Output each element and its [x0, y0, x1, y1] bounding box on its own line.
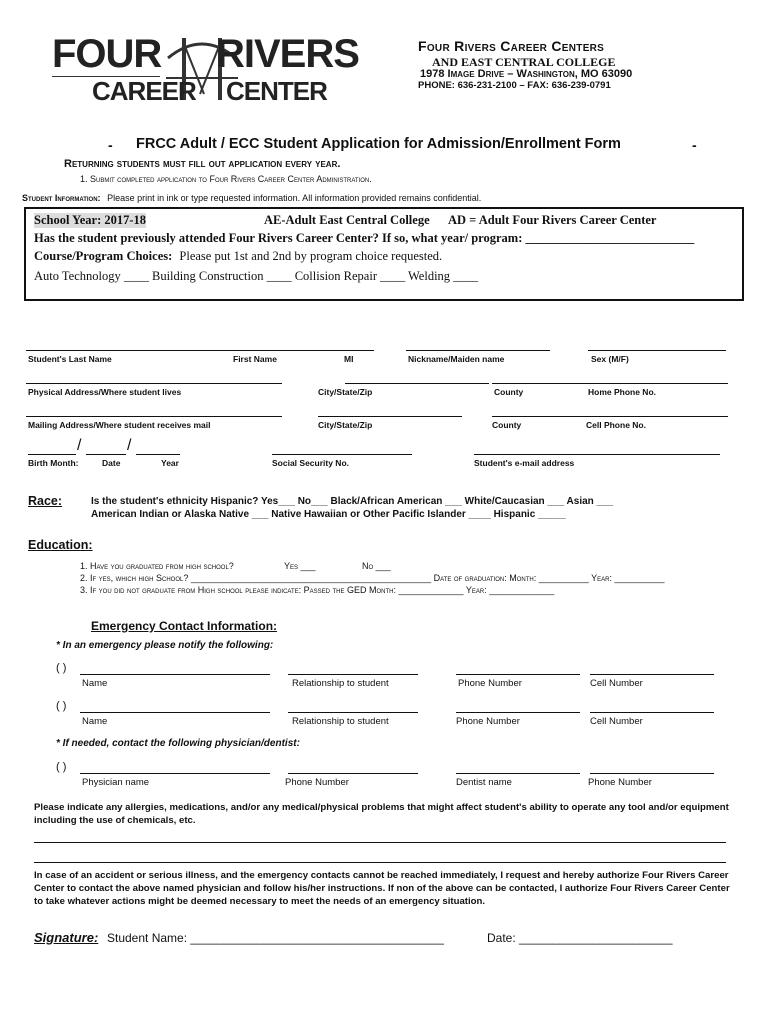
submit-instruction: 1. Submit completed application to Four Rivers Career Center Administration.	[80, 174, 372, 184]
org-partner: AND EAST CENTRAL COLLEGE	[432, 55, 616, 69]
contact2-phone-label: Phone Number	[456, 716, 520, 727]
returning-notice: Returning students must fill out application every year.	[64, 158, 341, 170]
education-q1: 1. Have you graduated from high school?	[80, 561, 234, 571]
contact2-cell-label: Cell Number	[590, 716, 643, 727]
education-q1-no[interactable]: No ___	[362, 561, 391, 571]
physician-prompt: * If needed, contact the following physician/dentist:	[56, 738, 300, 749]
race-line-2[interactable]: American Indian or Alaska Native ___ Native Hawaiian or Other Pacific Islander ____ Hispanic _____	[91, 509, 566, 520]
title-dash-left: -	[108, 137, 113, 153]
org-phone: PHONE: 636-231-2100 – FAX: 636-239-0791	[418, 80, 611, 91]
race-line-1[interactable]: Is the student's ethnicity Hispanic? Yes___ No___ Black/African American ___ White/Caucasian ___ Asian ___	[91, 496, 614, 507]
physician-phone-line[interactable]	[288, 773, 418, 774]
nickname-line[interactable]	[406, 350, 550, 351]
contact1-phone-line[interactable]	[456, 674, 580, 675]
student-info-label: Student Information:	[22, 193, 101, 203]
label-date: Date	[102, 458, 121, 468]
dentist-name-line[interactable]	[456, 773, 580, 774]
education-q3[interactable]: 3. If you did not graduate from High school please indicate: Passed the GED Month: _____________ Year: _____________	[80, 585, 555, 595]
physician-phone-label: Phone Number	[285, 777, 349, 788]
contact2-phone-line[interactable]	[456, 712, 580, 713]
school-year: School Year: 2017-18	[34, 213, 147, 227]
program-options[interactable]: Auto Technology ____ Building Construction ____ Collision Repair ____ Welding ____	[34, 269, 479, 283]
allergies-line-2[interactable]	[34, 862, 726, 863]
dentist-phone-line[interactable]	[590, 773, 714, 774]
ae-label: AE-Adult East Central College	[264, 213, 430, 227]
logo	[52, 32, 359, 106]
contact2-cell-line[interactable]	[590, 712, 714, 713]
signature-label: Signature:	[34, 930, 99, 945]
contact1-relationship-label: Relationship to student	[292, 678, 389, 689]
contact1-phone-label: Phone Number	[458, 678, 522, 689]
label-nickname: Nickname/Maiden name	[408, 354, 505, 364]
paren-1: ( )	[56, 662, 67, 674]
contact1-relationship-line[interactable]	[288, 674, 418, 675]
label-email: Student's e-mail address	[474, 458, 575, 468]
label-year: Year	[161, 458, 179, 468]
slash-2: /	[127, 437, 132, 454]
label-first-name: First Name	[233, 354, 277, 364]
contact2-relationship-label: Relationship to student	[292, 716, 389, 727]
label-mi: MI	[344, 354, 354, 364]
city-line-2[interactable]	[318, 416, 462, 417]
education-q1-yes[interactable]: Yes ___	[284, 561, 316, 571]
authorization-text: In case of an accident or serious illness, and the emergency contacts cannot be reached immediately, I request and hereby authorize Four Rivers Career Center to contact the above named physician and follow his/her instructions. If non of the above can be contacted, I authorize Four Rivers Career Center to take whatever actions might be deemed necessary to meet the needs of an emergency situation.	[34, 870, 730, 907]
paren-2: ( )	[56, 700, 67, 712]
emergency-label: Emergency Contact Information:	[91, 619, 278, 633]
contact1-name-line[interactable]	[80, 674, 270, 675]
attended-question[interactable]: Has the student previously attended Four Rivers Career Center? If so, what year/ program: ___________________________	[34, 231, 695, 245]
program-choices-label: Course/Program Choices:	[34, 249, 173, 263]
program-choices-line	[34, 249, 442, 264]
label-sex: Sex (M/F)	[591, 354, 629, 364]
education-label: Education:	[28, 538, 93, 552]
program-choices-text: Please put 1st and 2nd by program choice requested.	[179, 249, 443, 263]
logo-rivers: RIVERS	[216, 32, 359, 76]
label-last-name: Student's Last Name	[28, 354, 112, 364]
title-dash-right: -	[692, 137, 697, 153]
physician-name-label: Physician name	[82, 777, 150, 788]
paren-3: ( )	[56, 761, 67, 773]
org-address: 1978 Image Drive – Washington, MO 63090	[420, 68, 633, 80]
label-city-1: City/State/Zip	[318, 387, 373, 397]
student-info-line	[22, 193, 481, 203]
signature-date-field[interactable]: Date: _______________________	[487, 931, 673, 945]
county-phone-line-1[interactable]	[492, 383, 728, 384]
sex-line[interactable]	[588, 350, 726, 351]
contact1-cell-line[interactable]	[590, 674, 714, 675]
label-mailing-address: Mailing Address/Where student receives mail	[28, 420, 211, 430]
contact1-cell-label: Cell Number	[590, 678, 643, 689]
dentist-phone-label: Phone Number	[588, 777, 652, 788]
physical-address-line[interactable]	[26, 383, 282, 384]
ssn-line[interactable]	[272, 454, 412, 455]
label-ssn: Social Security No.	[272, 458, 349, 468]
birth-date-line[interactable]	[86, 454, 126, 455]
birth-month-line[interactable]	[28, 454, 76, 455]
last-name-line[interactable]	[26, 350, 374, 351]
physician-name-line[interactable]	[80, 773, 270, 774]
email-line[interactable]	[474, 454, 720, 455]
student-info-text: Please print in ink or type requested information. All information provided remains confidential.	[107, 193, 482, 203]
ad-label: AD = Adult Four Rivers Career Center	[448, 213, 657, 227]
org-name: Four Rivers Career Centers	[418, 38, 605, 54]
race-label: Race:	[28, 494, 63, 508]
logo-center: CENTER	[226, 76, 327, 106]
city-line-1[interactable]	[345, 383, 489, 384]
education-q2[interactable]: 2. If yes, which high School? ________________________________________________ Date of graduation: Month: __________ Year: __________	[80, 573, 665, 583]
logo-career: CAREER	[92, 76, 196, 106]
form-title: FRCC Adult / ECC Student Application for Admission/Enrollment Form	[136, 136, 621, 152]
dentist-name-label: Dentist name	[456, 777, 512, 788]
label-city-2: City/State/Zip	[318, 420, 373, 430]
mailing-address-line[interactable]	[26, 416, 282, 417]
student-name-field[interactable]: Student Name: ______________________________________	[107, 931, 444, 945]
contact1-name-label: Name	[82, 678, 108, 689]
county-phone-line-2[interactable]	[492, 416, 728, 417]
allergies-text: Please indicate any allergies, medications, and/or any medical/physical problems that might affect student's ability to operate any tool and/or equipment including the use of chemicals, etc.	[34, 802, 729, 826]
slash-1: /	[77, 437, 82, 454]
contact2-name-label: Name	[82, 716, 108, 727]
logo-four: FOUR	[52, 32, 162, 76]
label-cell-phone: Cell Phone No.	[586, 420, 646, 430]
label-home-phone: Home Phone No.	[588, 387, 657, 397]
contact2-relationship-line[interactable]	[288, 712, 418, 713]
label-birth-month: Birth Month:	[28, 458, 79, 468]
contact2-name-line[interactable]	[80, 712, 270, 713]
label-physical-address: Physical Address/Where student lives	[28, 387, 182, 397]
birth-year-line[interactable]	[136, 454, 180, 455]
logo-underline	[52, 76, 160, 77]
label-county-2: County	[492, 420, 522, 430]
emergency-notify: * In an emergency please notify the following:	[56, 640, 274, 651]
label-county-1: County	[494, 387, 524, 397]
allergies-line-1[interactable]	[34, 842, 726, 843]
